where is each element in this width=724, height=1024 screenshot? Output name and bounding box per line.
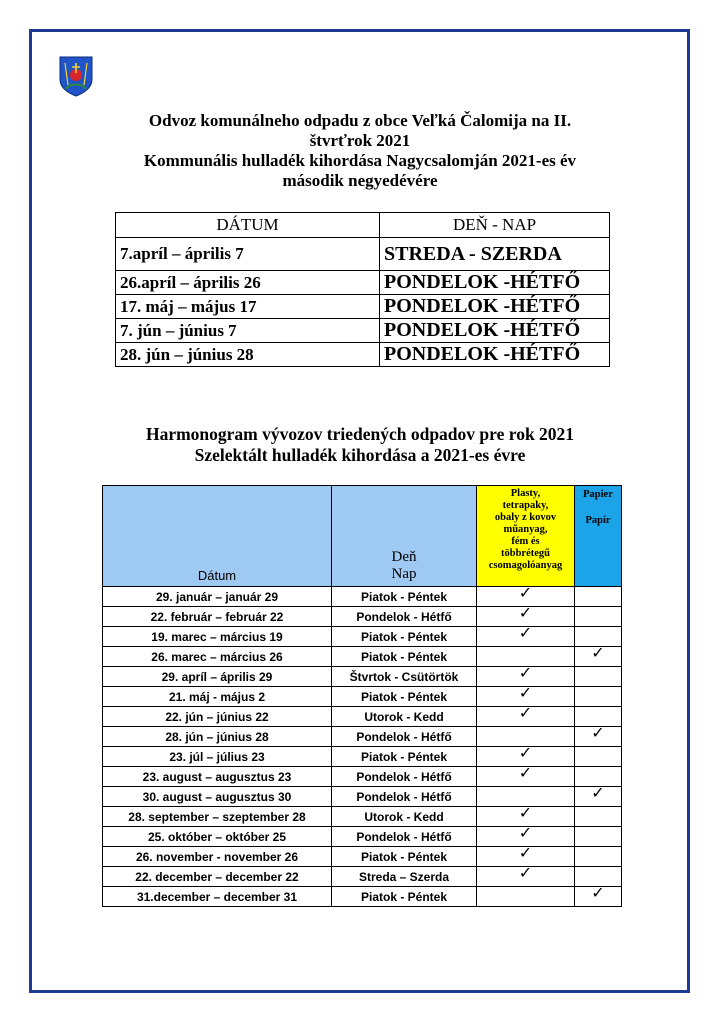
checkmark-icon: ✓ [518, 663, 533, 682]
plastic-header-line: Plasty, [510, 488, 541, 499]
checkmark-icon: ✓ [518, 763, 533, 782]
paper-cell [575, 607, 622, 627]
checkmark-icon: ✓ [518, 623, 533, 642]
table-row [103, 727, 622, 747]
table-row [103, 867, 622, 887]
pickup-date: 19. marec – március 19 [103, 627, 332, 647]
checkmark-icon: ✓ [518, 863, 533, 882]
pickup-date: 28. jún – június 28 [103, 727, 332, 747]
pickup-day: Utorok - Kedd [332, 707, 477, 727]
collection-day: PONDELOK -HÉTFŐ [380, 343, 610, 367]
plastic-cell [477, 703, 575, 727]
date-header: DÁTUM [116, 213, 380, 238]
table-row [103, 827, 622, 847]
table-row [103, 887, 622, 907]
checkmark-icon: ✓ [591, 883, 605, 902]
day-header-line-2: Nap [391, 566, 417, 582]
day-header: DEŇ - NAP [380, 213, 610, 238]
table-row [103, 847, 622, 867]
title-line-2: štvrťrok 2021 [309, 131, 411, 150]
pickup-day: Piatok - Péntek [332, 847, 477, 867]
paper-header-line: Papír [585, 515, 611, 526]
checkmark-icon: ✓ [518, 843, 533, 862]
paper-cell [575, 723, 622, 747]
title-line-3: Kommunális hulladék kihordása Nagycsalomján 2021-es év [143, 151, 577, 170]
checkmark-icon: ✓ [518, 583, 533, 602]
pickup-date: 23. júl – július 23 [103, 747, 332, 767]
collection-date: 17. máj – május 17 [116, 295, 380, 319]
collection-day: STREDA - SZERDA [380, 238, 610, 271]
collection-date: 26.apríl – április 26 [116, 271, 380, 295]
plastic-cell [477, 863, 575, 887]
pickup-date: 30. august – augusztus 30 [103, 787, 332, 807]
table-row [116, 271, 610, 295]
table-row [103, 667, 622, 687]
pickup-day: Piatok - Péntek [332, 647, 477, 667]
table-row [103, 747, 622, 767]
collection-title [60, 111, 660, 191]
pickup-day: Štvrtok - Csütörtök [332, 667, 477, 687]
collection-date: 28. jún – június 28 [116, 343, 380, 367]
plastic-header-line: obaly z kovov [494, 512, 557, 523]
pickup-day: Utorok - Kedd [332, 807, 477, 827]
collection-day: PONDELOK -HÉTFŐ [380, 319, 610, 343]
date-header: Dátum [103, 486, 332, 587]
paper-cell [575, 587, 622, 607]
plastic-cell [477, 763, 575, 787]
pickup-date: 29. január – január 29 [103, 587, 332, 607]
municipal-coat-of-arms-icon [58, 55, 94, 97]
subtitle-line-2: Szelektált hulladék kihordása a 2021-es évre [194, 445, 526, 465]
subtitle-line-1: Harmonogram vývozov triedených odpadov pre rok 2021 [145, 424, 575, 444]
table-row [103, 687, 622, 707]
collection-day: PONDELOK -HÉTFŐ [380, 295, 610, 319]
checkmark-icon: ✓ [518, 803, 533, 822]
paper-header [575, 486, 622, 587]
pickup-date: 22. december – december 22 [103, 867, 332, 887]
plastic-header-line: műanyag, [503, 524, 548, 535]
pickup-date: 22. jún – június 22 [103, 707, 332, 727]
checkmark-icon: ✓ [591, 783, 605, 802]
table-row [103, 767, 622, 787]
pickup-day: Streda – Szerda [332, 867, 477, 887]
title-line-1: Odvoz komunálneho odpadu z obce Veľká Čalomija na II. [148, 111, 572, 130]
collection-day: PONDELOK -HÉTFŐ [380, 271, 610, 295]
communal-waste-table [115, 212, 610, 367]
pickup-date: 21. máj - május 2 [103, 687, 332, 707]
paper-cell [575, 783, 622, 807]
pickup-date: 23. august – augusztus 23 [103, 767, 332, 787]
paper-cell [575, 847, 622, 867]
table-row [103, 707, 622, 727]
paper-header-line: Papier [583, 489, 613, 500]
pickup-day: Piatok - Péntek [332, 887, 477, 907]
pickup-date: 26. marec – március 26 [103, 647, 332, 667]
paper-cell [575, 687, 622, 707]
pickup-date: 29. apríl – április 29 [103, 667, 332, 687]
day-header [332, 486, 477, 587]
pickup-day: Piatok - Péntek [332, 627, 477, 647]
pickup-date: 25. október – október 25 [103, 827, 332, 847]
pickup-day: Pondelok - Hétfő [332, 827, 477, 847]
paper-cell [575, 667, 622, 687]
table-row [116, 343, 610, 367]
pickup-day: Pondelok - Hétfő [332, 607, 477, 627]
plastic-metal-header [477, 486, 575, 587]
plastic-header-line: csomagolóanyag [488, 560, 563, 571]
pickup-date: 28. september – szeptember 28 [103, 807, 332, 827]
pickup-date: 26. november - november 26 [103, 847, 332, 867]
separated-waste-title [60, 424, 660, 466]
table-row [103, 647, 622, 667]
separated-waste-table [102, 485, 622, 907]
paper-cell [575, 883, 622, 907]
plastic-cell [477, 623, 575, 647]
table-row [103, 607, 622, 627]
table-row [103, 587, 622, 607]
table-row [116, 238, 610, 271]
pickup-day: Pondelok - Hétfő [332, 727, 477, 747]
plastic-header-line: tetrapaky, [502, 500, 549, 511]
paper-cell [575, 827, 622, 847]
checkmark-icon: ✓ [518, 603, 533, 622]
paper-cell [575, 747, 622, 767]
day-header-line-1: Deň [391, 549, 417, 565]
pickup-day: Piatok - Péntek [332, 747, 477, 767]
table-row [103, 627, 622, 647]
plastic-header-line: többrétegű [501, 548, 550, 559]
plastic-cell [477, 887, 575, 907]
pickup-date: 31.december – december 31 [103, 887, 332, 907]
pickup-day: Pondelok - Hétfő [332, 787, 477, 807]
paper-cell [575, 807, 622, 827]
checkmark-icon: ✓ [591, 643, 605, 662]
pickup-day: Pondelok - Hétfő [332, 767, 477, 787]
paper-cell [575, 643, 622, 667]
pickup-date: 22. február – február 22 [103, 607, 332, 627]
collection-date: 7.apríl – április 7 [116, 238, 380, 271]
pickup-day: Piatok - Péntek [332, 587, 477, 607]
collection-date: 7. jún – június 7 [116, 319, 380, 343]
table-row [103, 807, 622, 827]
checkmark-icon: ✓ [518, 743, 533, 762]
separated-table-body [103, 583, 622, 907]
checkmark-icon: ✓ [518, 683, 533, 702]
plastic-header-line: fém és [511, 536, 540, 547]
table-row [103, 787, 622, 807]
table-row [116, 295, 610, 319]
table-row [116, 319, 610, 343]
title-line-4: második negyedévére [282, 171, 438, 190]
pickup-day: Piatok - Péntek [332, 687, 477, 707]
checkmark-icon: ✓ [518, 703, 533, 722]
checkmark-icon: ✓ [518, 823, 533, 842]
checkmark-icon: ✓ [591, 723, 605, 742]
